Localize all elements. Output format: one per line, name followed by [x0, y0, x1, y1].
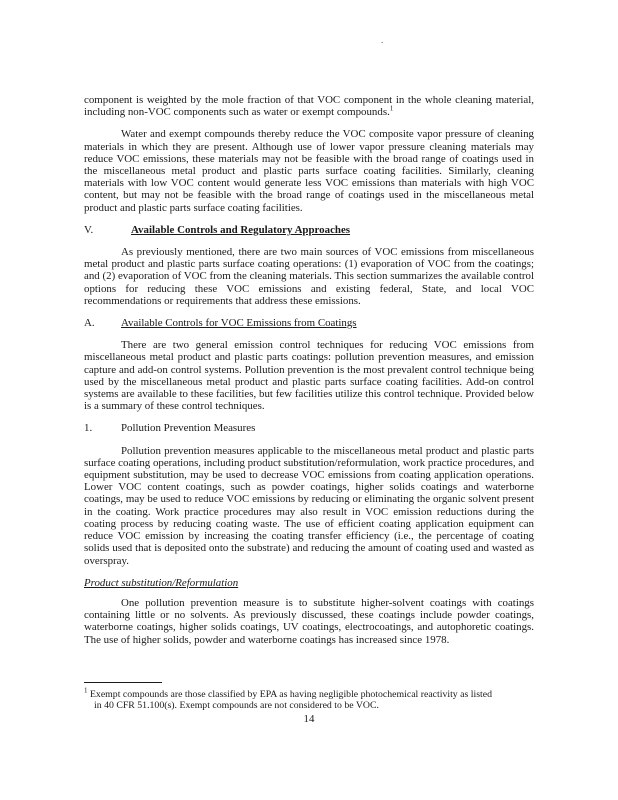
- page-number: 14: [303, 713, 315, 725]
- footnote-divider: [84, 682, 162, 683]
- footnote: [84, 686, 534, 711]
- footnote-line-2: in 40 CFR 51.100(s). Exempt compounds are not considered to be VOC.: [94, 700, 379, 711]
- paragraph-continuation: [84, 94, 534, 118]
- paragraph-control-techniques: There are two general emission control techniques for reducing VOC emissions from miscellaneous metal product and plastic parts coatings: pollution prevention measures, and emission capture and add-on control systems. Pollution prevention is the most prevalent control technique being used by the miscellaneous metal product and plastic parts surface coating facilities. Add-on control systems are available to these facilities, but few facilities utilize this control technique. Provided below is a summary of these control techniques.: [84, 339, 534, 413]
- subheading-product-substitution: Product substitution/Reformulation: [84, 576, 239, 589]
- paragraph-substitution: One pollution prevention measure is to substitute higher-solvent coatings with coatings containing little or no solvents. As previously discussed, these coatings include powder coatings, waterborne coatings, higher solids coatings, UV coatings, electrocoatings, and autophoretic coatings. The use of higher solids, powder and waterborne coatings has increased since 1978.: [84, 596, 534, 646]
- paragraph-emission-sources: As previously mentioned, there are two main sources of VOC emissions from miscellaneous metal product and plastic parts surface coating operations: (1) evaporation of VOC from the coatings; and (2) evaporation of VOC from the cleaning materials. This section summarizes the available control options for reducing these VOC emissions and existing federal, State, and local VOC recommendations or requirements that address these emissions.: [84, 246, 534, 307]
- section-a-number: A.: [84, 317, 95, 330]
- footnote-number: 1: [84, 686, 88, 695]
- section-1-title: Pollution Prevention Measures: [121, 422, 256, 435]
- paragraph-exempt-compounds: Water and exempt compounds thereby reduce the VOC composite vapor pressure of cleaning materials in which they are present. Although use of lower vapor pressure cleaning materials may reduce VOC emissions, these materials may not be feasible with the broad range of coatings used in the miscellaneous metal product and plastic parts surface coating facilities. Similarly, cleaning materials with low VOC content would generate less VOC emissions than materials with high VOC content, but may not be feasible with the broad range of coatings used in the miscellaneous metal product and plastic parts surface coating facilities.: [84, 128, 534, 214]
- body-text: [84, 94, 534, 656]
- section-v-number: V.: [84, 223, 94, 236]
- section-a-title: Available Controls for VOC Emissions from Coatings: [121, 317, 357, 330]
- section-a-heading: [84, 317, 534, 329]
- footnote-line-1: [84, 686, 534, 700]
- section-v-title: Available Controls and Regulatory Approaches: [131, 223, 351, 236]
- footnote-text-1: Exempt compounds are those classified by EPA as having negligible photochemical reactivity as listed: [89, 689, 492, 700]
- footnote-ref[interactable]: 1: [389, 104, 394, 113]
- top-mark: .: [381, 35, 384, 45]
- section-v-heading: [84, 224, 534, 236]
- section-1-heading: [84, 422, 534, 434]
- paragraph-1-text: component is weighted by the mole fraction of that VOC component in the whole cleaning material, including non-VOC components such as water or exempt compounds.: [84, 94, 534, 119]
- paragraph-pollution-prevention: Pollution prevention measures applicable to the miscellaneous metal product and plastic parts surface coating operations, including product substitution/reformulation, work practice procedures, and equipment substitution, may be used to decrease VOC emissions from coating application operations. Lower VOC content coatings, such as powder coatings, higher solids coatings and waterborne coatings, may be used to reduce VOC emissions by reducing or eliminating the organic solvent present in the coating. Work practice procedures may also result in VOC emission reductions during the coating process by reducing coating waste. The use of efficient coating application equipment can reduce VOC emission by increasing the coating transfer efficiency (i.e., the percentage of coating solids used that is deposited onto the substrate) and reducing the amount of coating used and wasted as overspray.: [84, 444, 535, 567]
- section-1-number: 1.: [84, 422, 93, 435]
